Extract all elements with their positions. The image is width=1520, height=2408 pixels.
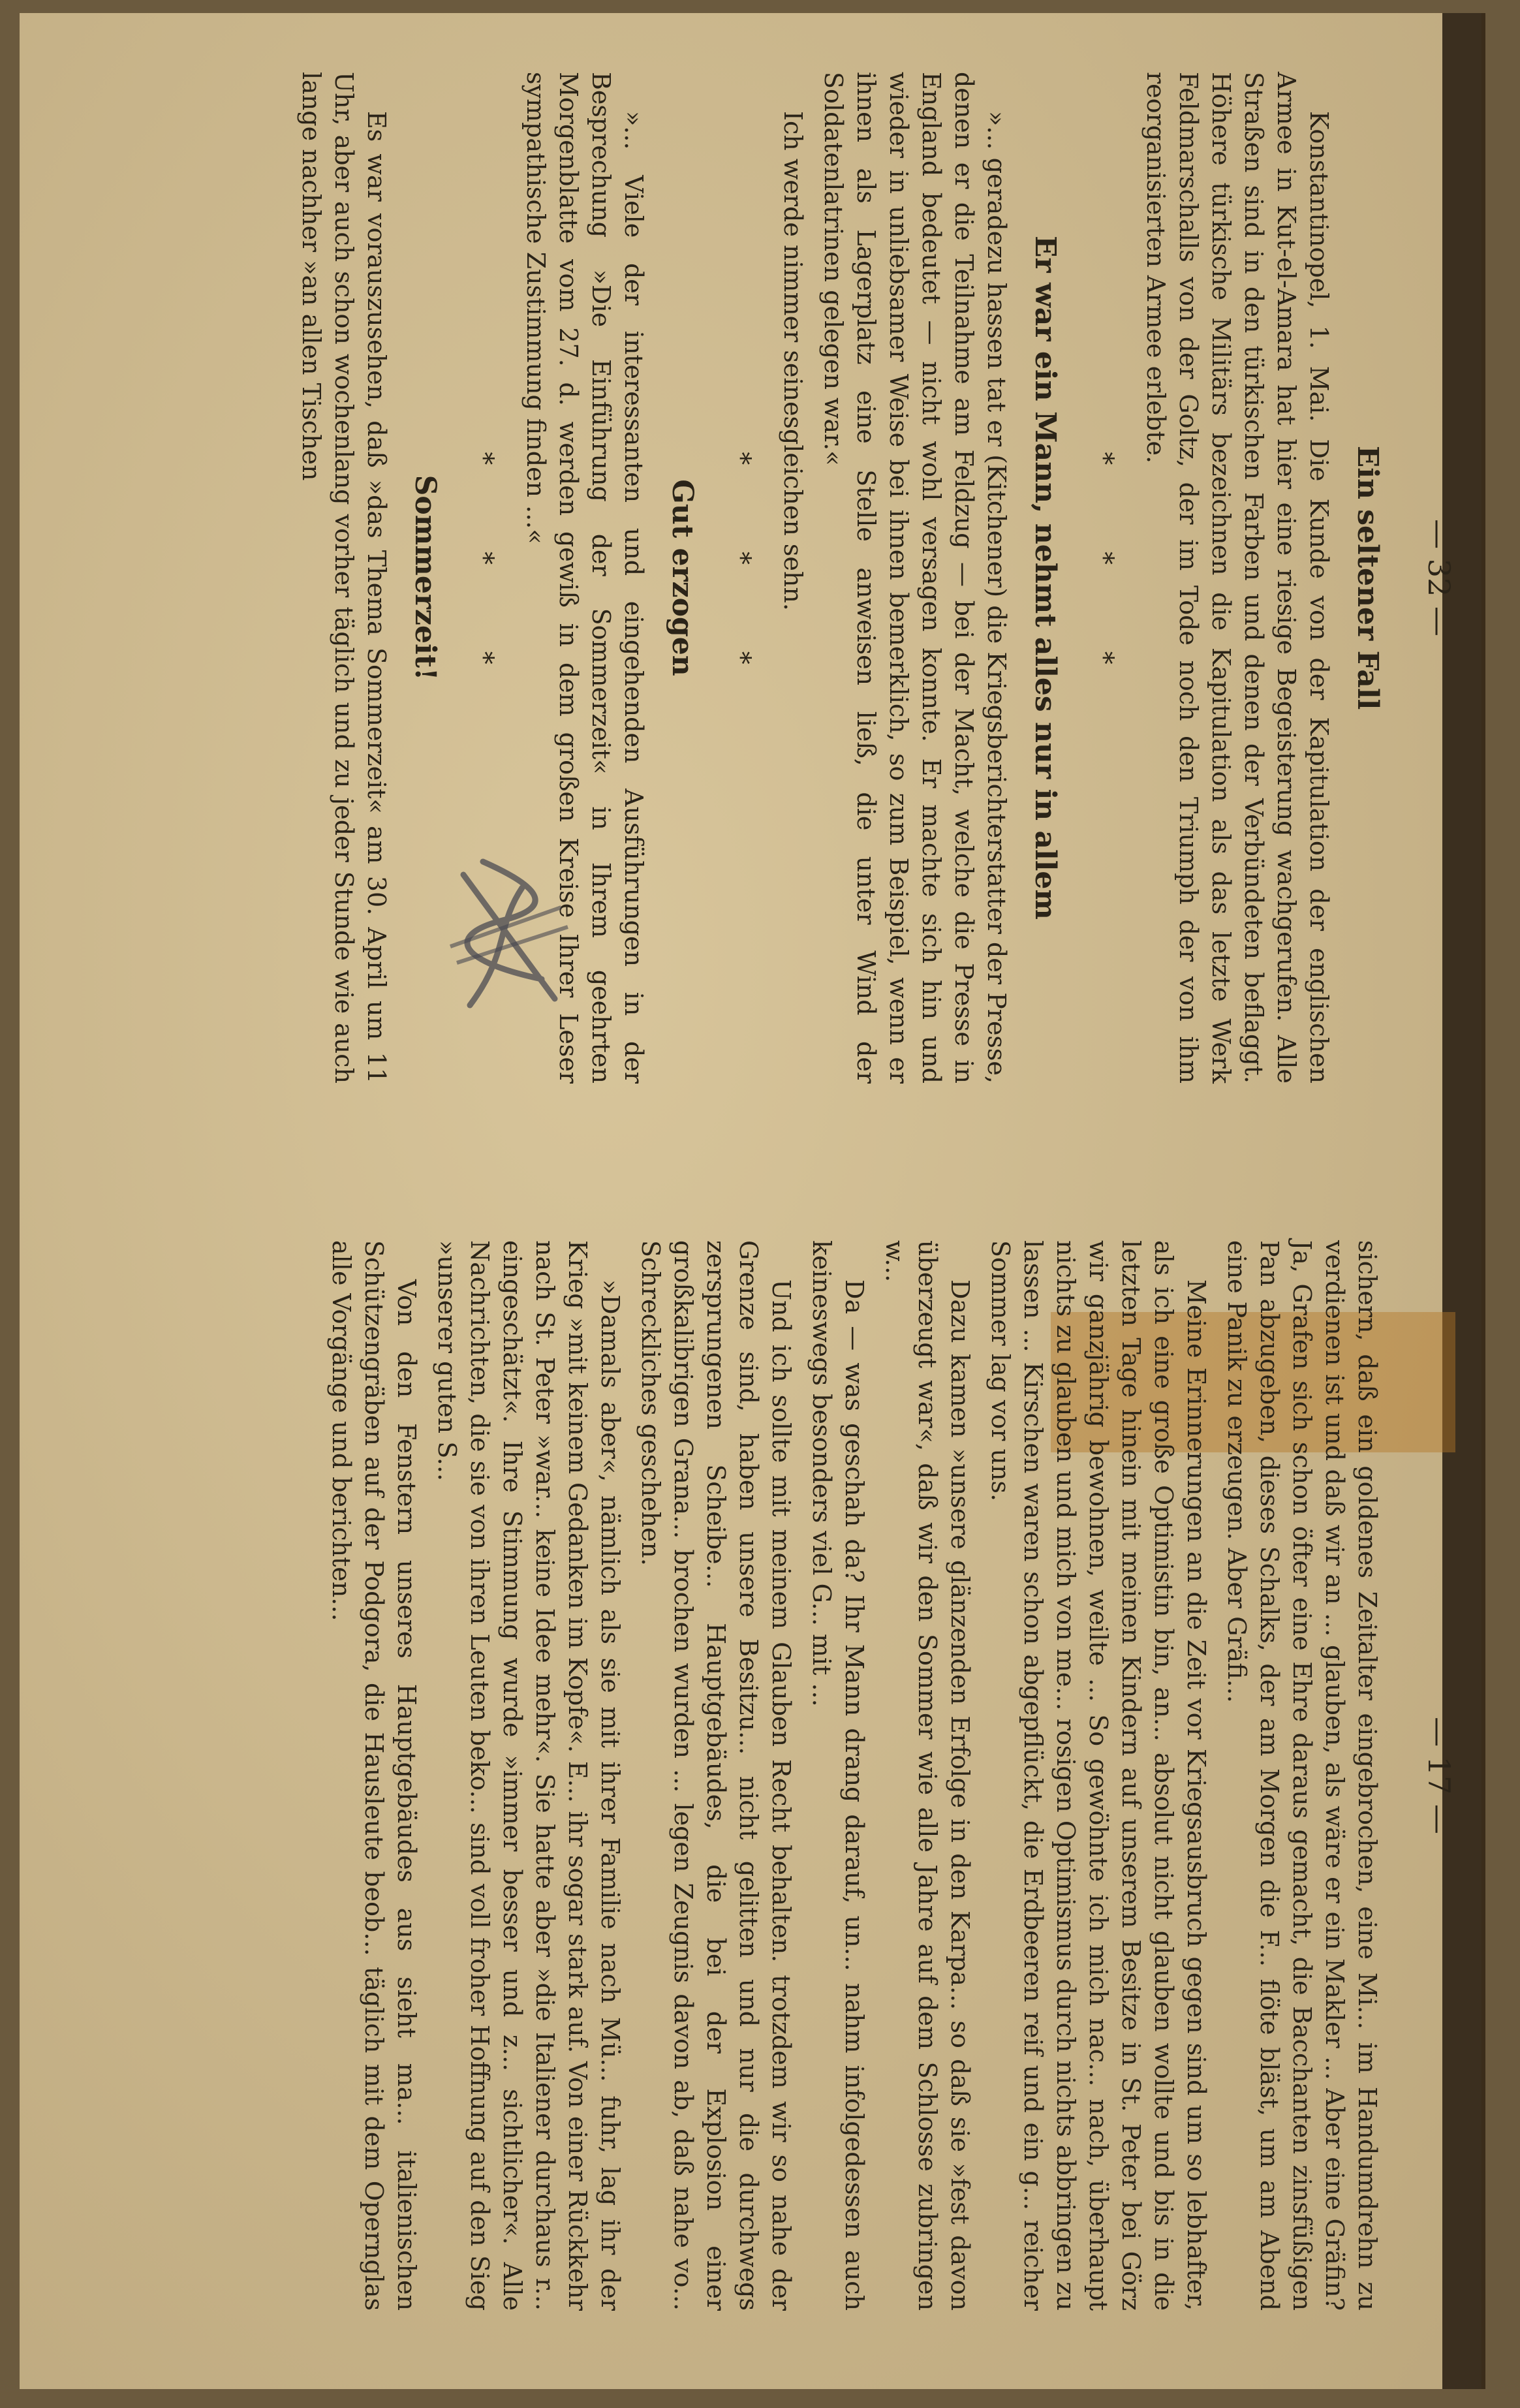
paragraph: Dazu kamen »unsere glänzenden Erfolge in den Karpa... so daß sie »fest davon überzeugt war«, daß wir den Sommer wie alle Jahre auf dem Schlosse zubringen w...: [880, 1240, 974, 2311]
paragraph: Da — was geschah da? Ihr Mann drang darauf, un... nahm infolgedessen auch keineswegs besonders viel G... mit ...: [807, 1240, 869, 2311]
paragraph: sichern, daß ein goldenes Zeitalter eingebrochen, eine Mi... im Handumdrehn zu verdienen ist und daß wir an ... glauben, als wäre er ein Makler ... Aber eine Gräfin? Ja, Grafen sich schon öfter eine Ehre daraus gemacht, die Bacchanten zinsfüßigen Pan abzugeben, dieses Schalks, der am Morgen die F... flöte bläst, um am Abend eine Panik zu erzeugen. Aber Gräfi...: [1222, 1240, 1382, 2311]
paragraph: Konstantinopel, 1. Mai. Die Kunde von der Kapitulation der englischen Armee in Kut-el-Amara hat hier eine riesige Begeisterung wachgerufen. Alle Straßen sind in den türkischen Farben und denen der Verbündeten beflaggt. Höhere türkische Militärs bezeichnen die Kapitulation als das letzte Werk Feldmarschalls von der Goltz, der im Tode noch den Triumph der von ihm reorganisierten Armee erlebte.: [1141, 72, 1333, 1084]
rotated-text-layer: [20, 13, 1481, 2389]
paragraph: Es war vorauszusehen, daß »das Thema Sommerzeit« am 30. April um 11 Uhr, aber auch schon wochenlang vorher täglich und zu jeder Stunde wie auch lange nachher »an allen Tischen: [297, 72, 391, 1084]
section-separator: * * *: [1089, 452, 1119, 704]
paragraph: Von den Fenstern unseres Hauptgebäudes aus sieht ma... italienischen Schützengräben auf der Podgora, die Hausleute beob... täglich mit dem Opernglas alle Vorgänge und berichten...: [327, 1240, 421, 2311]
right-page: [317, 1240, 1455, 2311]
section-separator: * * *: [469, 452, 499, 704]
section-separator: * * *: [726, 452, 756, 704]
paragraph: »... geradezu hassen tat er (Kitchener) die Kriegsberichterstatter der Presse, denen er die Teilnahme am Feldzug — bei der Macht, welche die Presse in England bedeutet — nicht wohl versagen konnte. Er machte sich hin und wieder in unliebsamer Weise bei ihnen bemerklich, so zum Beispiel, wenn er ihnen als Lagerplatz eine Stelle anweisen ließ, die unter Wind der Soldatenlatrinen gelegen war.«: [819, 72, 1011, 1084]
paragraph: »... Viele der interessanten und eingehenden Ausführungen in der Besprechung »Die Einführung der Sommerzeit« in Ihrem geehrten Morgenblatte vom 27. d. werden gewiß in dem großen Kreise Ihrer Leser sympathische Zustimmung finden ...«: [521, 72, 648, 1084]
left-page-number: — 32 —: [1421, 519, 1457, 636]
paragraph: Ich werde nimmer seinesgleichen sehn.: [779, 111, 807, 611]
book-page-spread: [20, 13, 1485, 2389]
section-title-er-war-ein-mann: Er war ein Mann, nehmt alles nur in allem: [1029, 236, 1062, 920]
paragraph: Meine Erinnerungen an die Zeit vor Kriegsausbruch gegen sind um so lebhafter, als ich eine große Optimistin bin, an... absolut nicht glauben wollte und bis in die letzten Tage hinein mit meinen Kindern auf unserem Besitze in St. Peter bei Görz wir ganzjährig bewohnen, weilte ... So gewöhnte ich mich nac... nach, überhaupt nichts zu glauben und mich von me... rosigen Optimismus durch nichts abbringen zu lassen ... Kirschen waren schon abgepflückt, die Erdbeeren reif und ein g... reicher Sommer lag vor uns.: [986, 1240, 1211, 2311]
section-title-sommerzeit: Sommerzeit!: [409, 475, 442, 681]
right-page-number: — 17 —: [1421, 1717, 1457, 1834]
section-title-gut-erzogen: Gut erzogen: [666, 479, 699, 676]
section-title-seltener-fall: Ein seltener Fall: [1351, 445, 1384, 710]
paragraph: »Damals aber«, nämlich als sie mit ihrer Familie nach Mü... fuhr, lag ihr der Krieg »mit keinem Gedanken im Kopfe«. E... ihr sogar stark auf. Von einer Rückkehr nach St. Peter »war... keine Idee mehr«. Sie hatte aber »die Italiener durchaus r... eingeschätzt«. Ihre Stimmung wurde »immer besser und z... sichtlicher«. Alle Nachrichten, die sie von ihren Leuten beko... sind voll froher Hoffnung auf den Sieg »unserer guten S...: [433, 1240, 625, 2311]
paragraph: Und ich sollte mit meinem Glauben Recht behalten. trotzdem wir so nahe der Grenze sind, haben unsere Besitzu... nicht gelitten und nur die durchwegs zersprungenen Scheibe... Hauptgebäudes, die bei der Explosion einer großkalibrigen Grana... brochen wurden ... legen Zeugnis davon ab, daß nahe vo... Schreckliches geschehen.: [636, 1240, 796, 2311]
pencil-scribble-icon: [437, 849, 581, 1018]
